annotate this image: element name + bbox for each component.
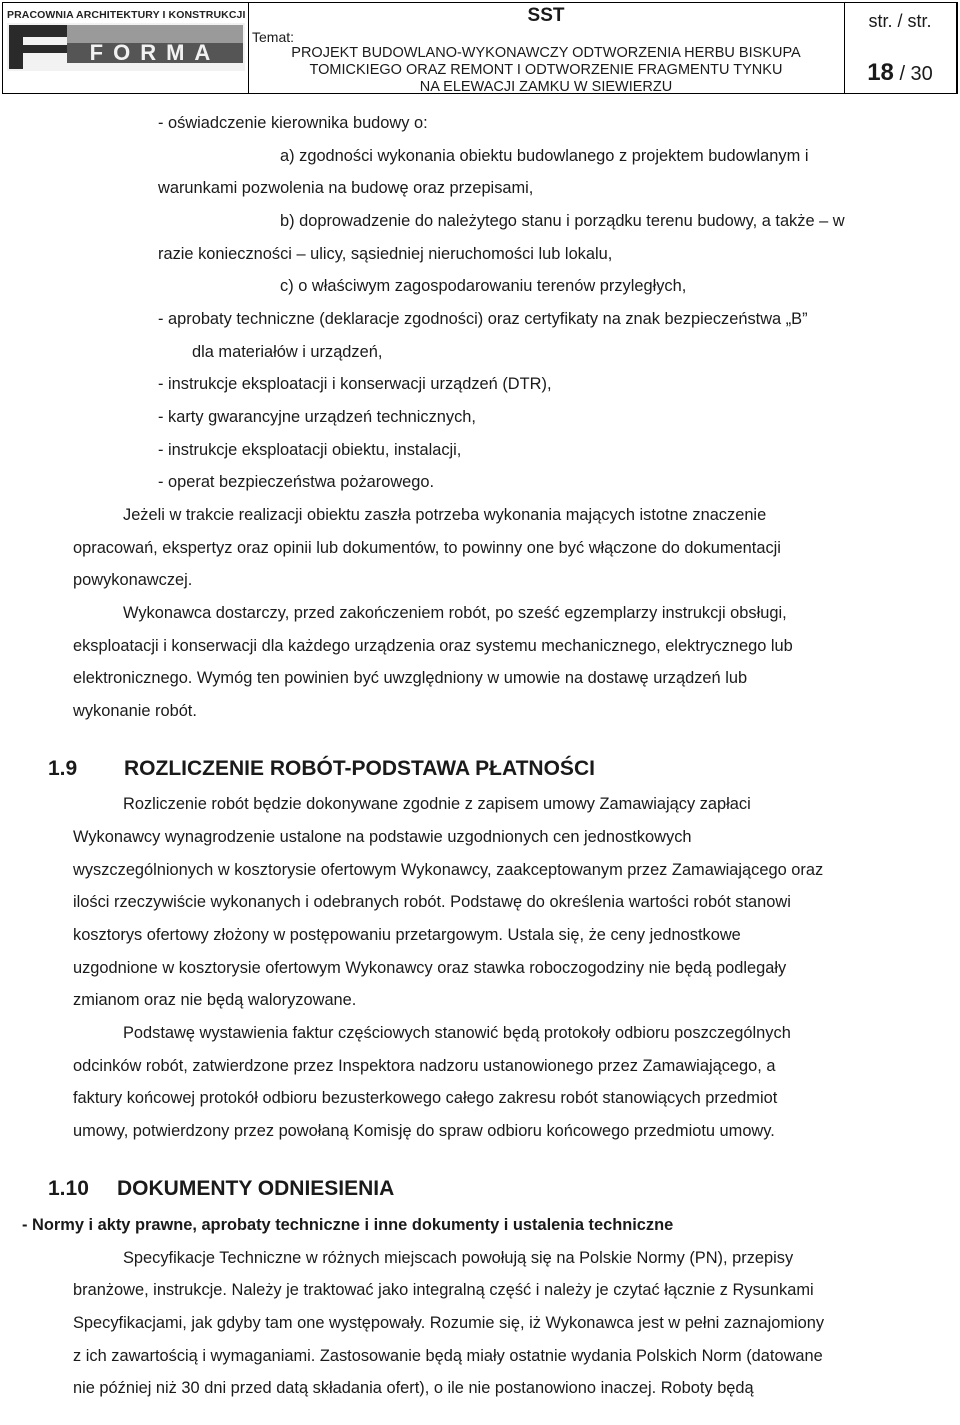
forma-logo-icon	[7, 23, 245, 71]
paragraph-line: wyszczególnionych w kosztorysie ofertowym Wykonawcy, zaakceptowanym przez Zamawiającego oraz	[73, 861, 824, 879]
project-title-line: PROJEKT BUDOWLANO-WYKONAWCZY ODTWORZENIA HERBU BISKUPA	[291, 45, 801, 61]
paragraph-line: branżowe, instrukcje. Należy je traktować jako integralną część i należy je czytać łącznie z Rysunkami	[73, 1281, 814, 1299]
project-title-line: NA ELEWACJI ZAMKU W SIEWIERZU	[419, 79, 673, 95]
paragraph-line: opracowań, ekspertyz oraz opinii lub dokumentów, to powinny one być włączone do dokumentacji	[73, 539, 781, 557]
temat-label: Temat:	[252, 29, 295, 45]
project-title	[248, 45, 844, 96]
list-item: - operat bezpieczeństwa pożarowego.	[158, 473, 435, 491]
page-current: 18	[867, 59, 894, 86]
document-header	[2, 2, 958, 94]
list-item: - instrukcje eksploatacji i konserwacji urządzeń (DTR),	[158, 375, 552, 393]
paragraph-line: Wykonawcy wynagrodzenie ustalone na podstawie uzgodnionych cen jednostkowych	[73, 828, 692, 846]
page-total: / 30	[893, 63, 933, 85]
section-title: ROZLICZENIE ROBÓT-PODSTAWA PŁATNOŚCI	[124, 757, 595, 780]
list-item: warunkami pozwolenia na budowę oraz przepisami,	[158, 179, 534, 197]
project-title-line: TOMICKIEGO ORAZ REMONT I ODTWORZENIE FRAGMENTU TYNKU	[309, 62, 783, 78]
paragraph-line: umowy, potwierdzony przez powołaną Komisję do spraw odbioru końcowego przedmiotu umowy.	[73, 1122, 775, 1140]
paragraph-line: faktury końcowej protokół odbioru bezusterkowego całego zakresu robót stanowiących przedmiot	[73, 1089, 778, 1107]
page-label: str. / str.	[868, 11, 932, 31]
list-item: - oświadczenie kierownika budowy o:	[158, 114, 428, 132]
section-number: 1.10	[48, 1177, 89, 1200]
paragraph-line: Specyfikacjami, jak gdyby tam one występowały. Rozumie się, iż Wykonawca jest w pełni zaznajomiony	[73, 1314, 825, 1332]
paragraph-line: kosztorys ofertowy złożony w postępowaniu przetargowym. Ustala się, że ceny jednostkowe	[73, 926, 741, 944]
paragraph-line: Jeżeli w trakcie realizacji obiektu zaszła potrzeba wykonania mających istotne znaczenie	[123, 506, 767, 524]
paragraph-line: Podstawę wystawienia faktur częściowych stanowić będą protokoły odbioru poszczególnych	[123, 1024, 791, 1042]
document-code: SST	[527, 5, 565, 26]
page-number-box	[844, 3, 957, 93]
subsection-title: - Normy i akty prawne, aprobaty techniczne i inne dokumenty i ustalenia techniczne	[22, 1216, 674, 1234]
paragraph-line: Rozliczenie robót będzie dokonywane zgodnie z zapisem umowy Zamawiający zapłaci	[123, 795, 751, 813]
list-item: - karty gwarancyjne urządzeń technicznych,	[158, 408, 476, 426]
paragraph-line: powykonawczej.	[73, 571, 193, 589]
header-topic	[248, 3, 845, 93]
list-item: razie konieczności – ulicy, sąsiedniej nieruchomości lub lokalu,	[158, 245, 613, 263]
logo-word: FORMA	[89, 40, 221, 65]
paragraph-line: zmianom oraz nie będą waloryzowane.	[73, 991, 357, 1009]
list-item: c) o właściwym zagospodarowaniu terenów przyległych,	[280, 277, 687, 295]
logo-caption: PRACOWNIA ARCHITEKTURY I KONSTRUKCJI	[7, 9, 246, 21]
paragraph-line: wykonanie robót.	[73, 702, 197, 720]
paragraph-line: Wykonawca dostarczy, przed zakończeniem robót, po sześć egzemplarzy instrukcji obsługi,	[123, 604, 787, 622]
list-item: - instrukcje eksploatacji obiektu, instalacji,	[158, 441, 462, 459]
paragraph-line: odcinków robót, zatwierdzone przez Inspektora nadzoru ustanowionego przez Zamawiającego, a	[73, 1057, 776, 1075]
page-number	[844, 59, 956, 87]
paragraph-line: Specyfikacje Techniczne w różnych miejscach powołują się na Polskie Normy (PN), przepisy	[123, 1249, 794, 1267]
paragraph-line: nie później niż 30 dni przed datą składania ofert), o ile nie postanowiono inaczej. Roboty będą	[73, 1379, 754, 1397]
list-item: a) zgodności wykonania obiektu budowlanego z projektem budowlanym i	[280, 147, 809, 165]
list-item: b) doprowadzenie do należytego stanu i porządku terenu budowy, a także – w	[280, 212, 845, 230]
section-number: 1.9	[48, 757, 78, 780]
paragraph-line: ilości rzeczywiście wykonanych i odebranych robót. Podstawę do określenia wartości robót stanowi	[73, 893, 791, 911]
paragraph-line: z ich zawartością i wymaganiami. Zastosowanie będą miały ostatnie wydania Polskich Norm (datowane	[73, 1347, 823, 1365]
list-item: dla materiałów i urządzeń,	[192, 343, 383, 361]
paragraph-line: uzgodnione w kosztorysie ofertowym Wykonawcy oraz stawka roboczogodziny nie będą podlegały	[73, 959, 787, 977]
section-title: DOKUMENTY ODNIESIENIA	[117, 1177, 395, 1200]
paragraph-line: eksploatacji i konserwacji dla każdego urządzenia oraz systemu mechanicznego, elektrycznego lub	[73, 637, 793, 655]
paragraph-line: elektronicznego. Wymóg ten powinien być uwzględniony w umowie na dostawę urządzeń lub	[73, 669, 748, 687]
company-logo	[3, 3, 249, 93]
list-item: - aprobaty techniczne (deklaracje zgodności) oraz certyfikaty na znak bezpieczeństwa „B”	[158, 310, 808, 328]
